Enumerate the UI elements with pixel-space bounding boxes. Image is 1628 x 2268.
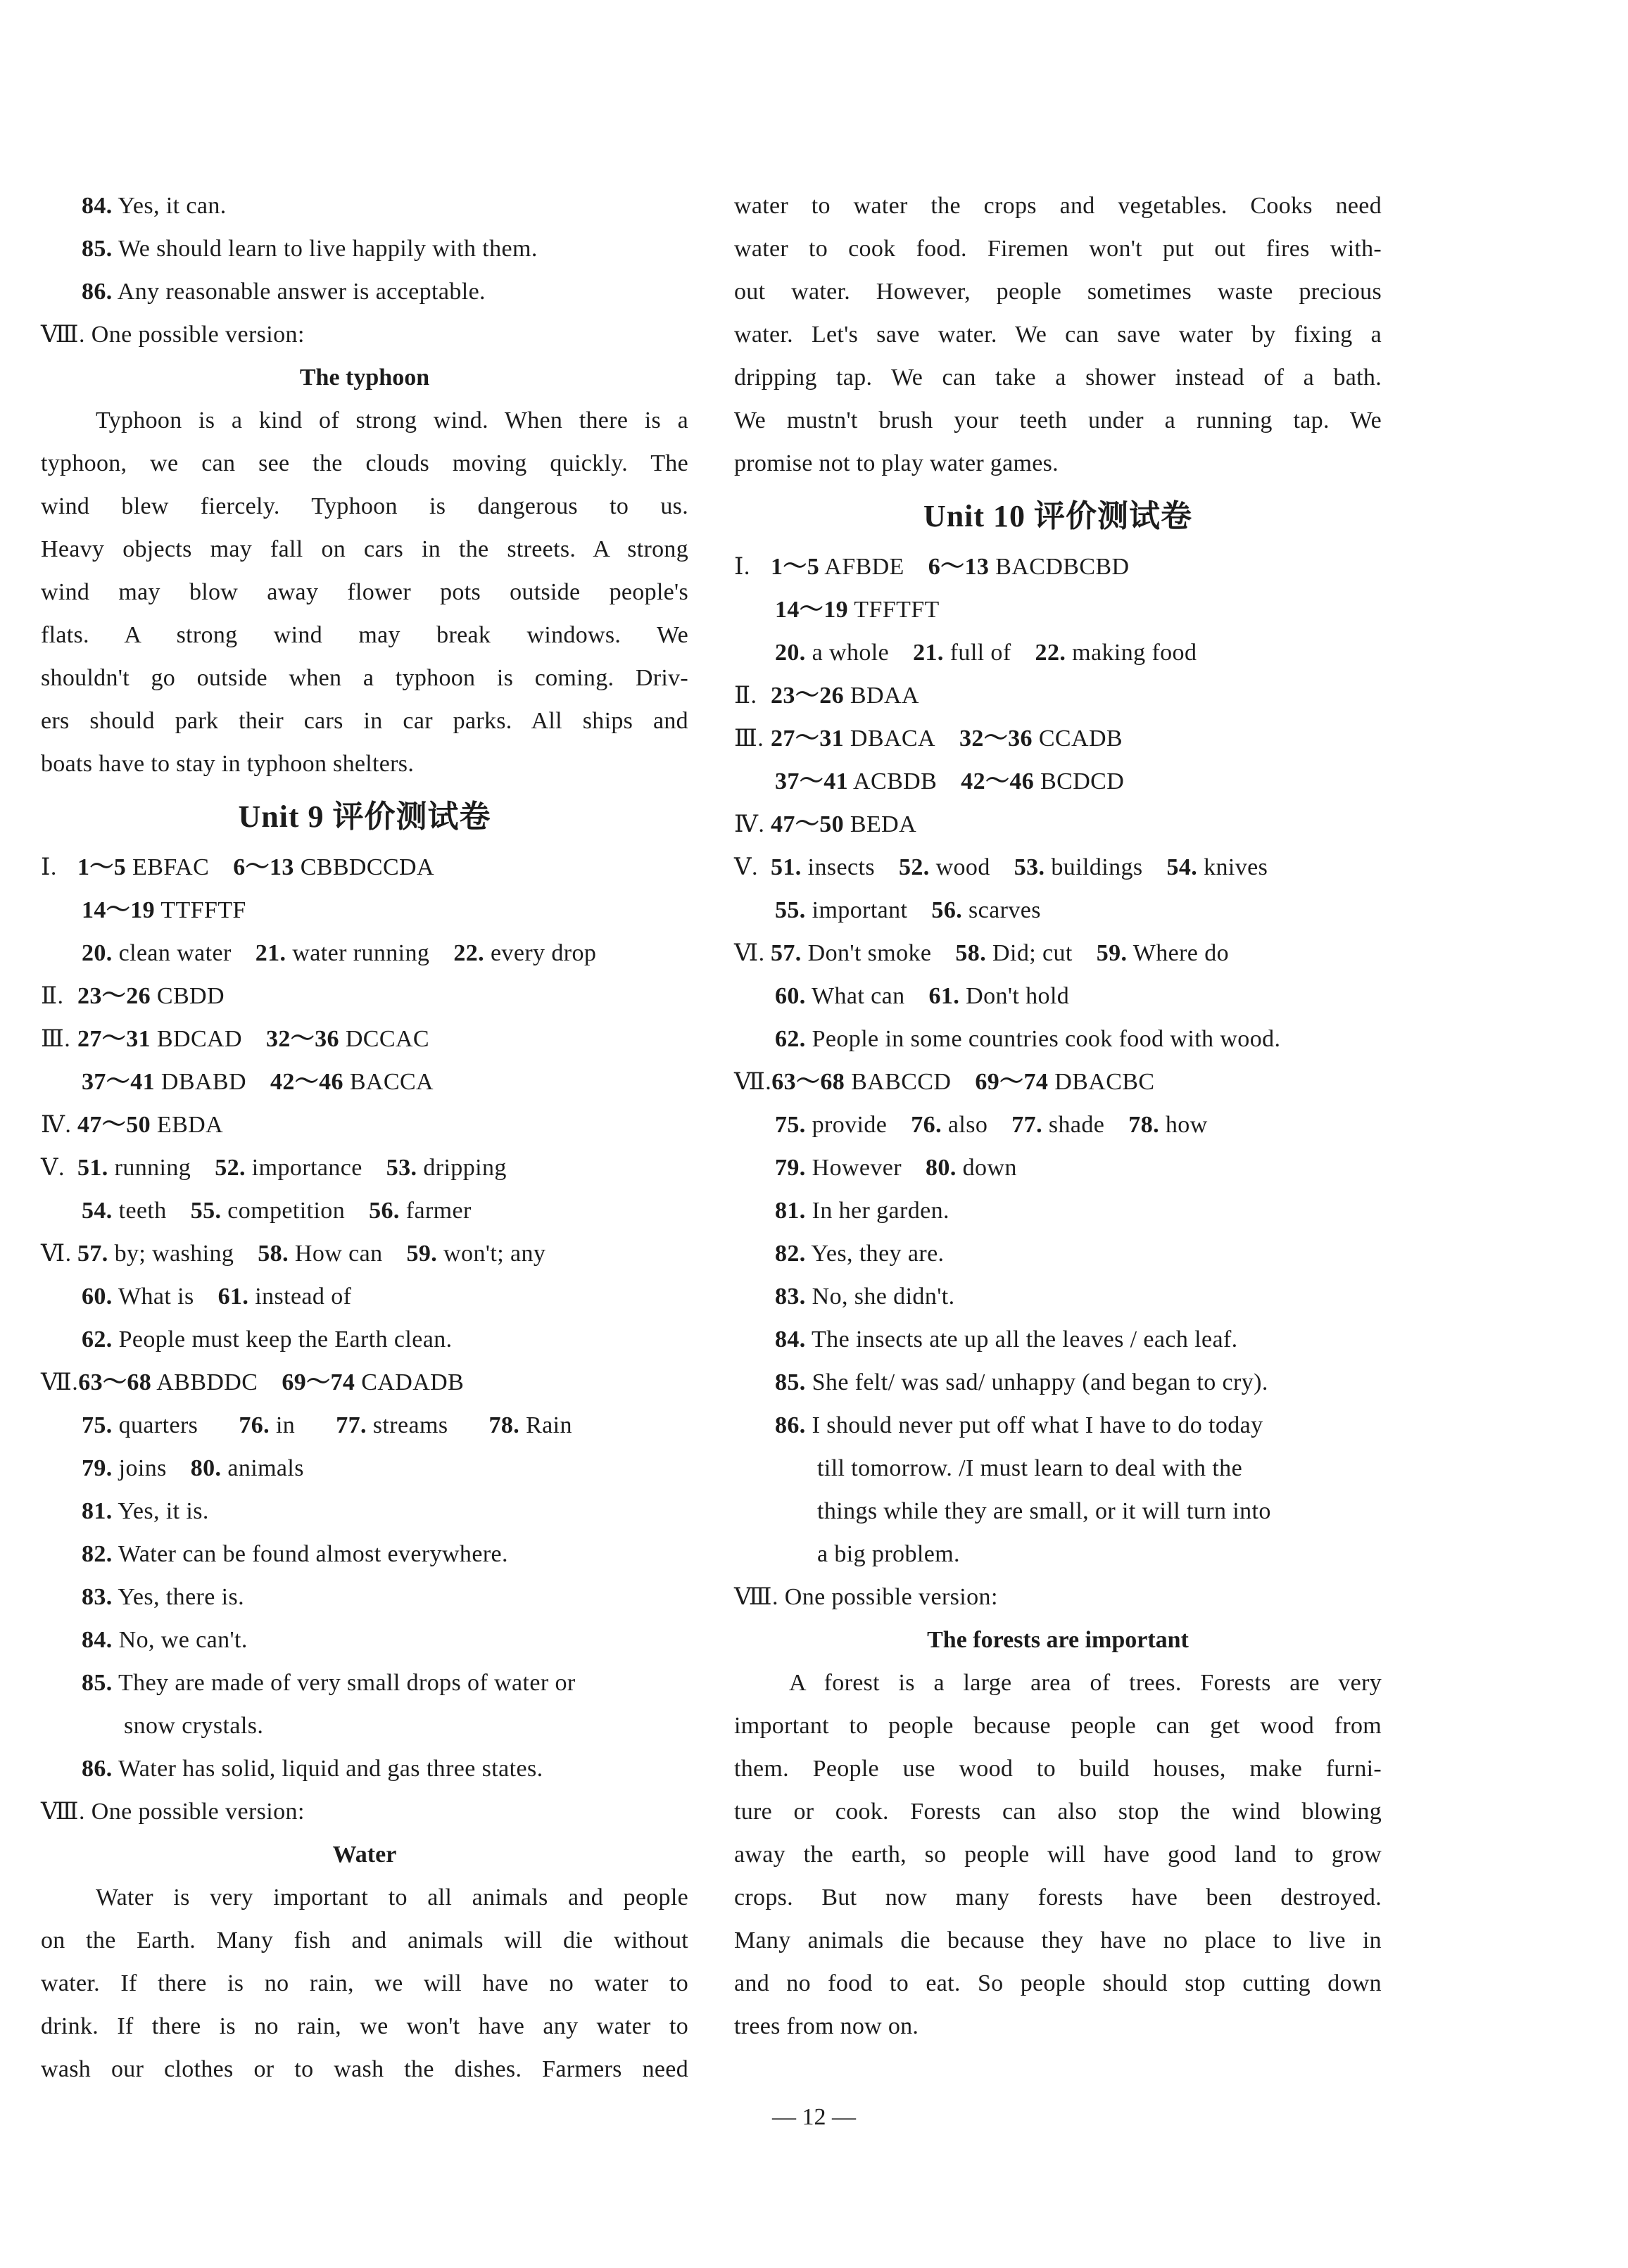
u9-section-3: Ⅲ. 27～31 BDCAD 32～36 DCCAC [41,1026,429,1052]
para-line: drink. If there is no rain, we won't have any water to [41,2013,688,2039]
u10-section-5-row: 55. important 56. scarves [775,897,1041,923]
para-line: wind may blow away flower pots outside people's [41,579,688,605]
para-line: out water. However, people sometimes waste precious [734,279,1382,305]
para-line: boats have to stay in typhoon shelters. [41,751,415,777]
u10-section-7-row: 75. provide 76. also 77. shade 78. how [775,1112,1208,1138]
answer-item-continued: things while they are small, or it will turn into [817,1498,1271,1524]
para-line: trees from now on. [734,2013,919,2039]
para-line: Typhoon is a kind of strong wind. When there is a [96,407,688,433]
section-label: Ⅷ. One possible version: [41,322,305,348]
u10-section-1: Ⅰ. 1～5 AFBDE 6～13 BACDBCBD [734,554,1130,580]
answer-item: 85. She felt/ was sad/ unhappy (and began to cry). [775,1369,1268,1395]
answer-item: 84. No, we can't. [82,1627,248,1653]
u10-section-5: Ⅴ. 51. insects 52. wood 53. buildings 54. knives [734,854,1268,880]
u10-section-6-row: 60. What can 61. Don't hold [775,983,1070,1009]
u9-section-6: Ⅵ. 57. by; washing 58. How can 59. won't; any [41,1241,546,1267]
para-line: water. If there is no rain, we will have no water to [41,1970,688,1996]
unit9-heading: Unit 9 评价测试卷 [238,799,491,834]
u9-section-5: Ⅴ. 51. running 52. importance 53. dripping [41,1155,507,1181]
u9-section-7-row: 79. joins 80. animals [82,1455,304,1481]
composition-water-continued [734,184,1382,485]
answer-item: 84. The insects ate up all the leaves / each leaf. [775,1326,1238,1352]
answer-item: 86. I should never put off what I have to do today [775,1412,1263,1438]
answer-item: 82. Yes, they are. [775,1241,945,1267]
composition-title: The typhoon [299,365,430,391]
answer-item: 81. In her garden. [775,1198,949,1224]
para-line: Water is very important to all animals and people [96,1884,688,1911]
u9-section-6-row: 62. People must keep the Earth clean. [82,1326,453,1352]
u9-section-2: Ⅱ. 23～26 CBDD [41,983,225,1009]
para-line: typhoon, we can see the clouds moving quickly. The [41,450,688,476]
para-line: We mustn't brush your teeth under a running tap. We [734,407,1382,433]
para-line: and no food to eat. So people should stop cutting down [734,1970,1382,1996]
para-line: away the earth, so people will have good land to grow [734,1842,1382,1868]
para-line: ture or cook. Forests can also stop the wind blowing [734,1799,1382,1825]
para-line: ers should park their cars in car parks. All ships and [41,708,688,734]
para-line: important to people because people can get wood from [734,1713,1382,1739]
answer-item: 82. Water can be found almost everywhere. [82,1541,508,1567]
para-line: Heavy objects may fall on cars in the streets. A strong [41,536,688,562]
answer-item: 85. We should learn to live happily with them. [82,236,538,262]
u10-section-7-row: 79. However 80. down [775,1155,1017,1181]
answer-item-continued: snow crystals. [124,1713,264,1739]
para-line: A forest is a large area of trees. Forests are very [789,1670,1382,1696]
unit10-heading: Unit 10 评价测试卷 [923,499,1193,533]
u10-section-3-row: 37～41 ACBDB 42～46 BCDCD [775,768,1125,794]
u10-section-4: Ⅳ. 47～50 BEDA [734,811,917,837]
para-line: wind blew fiercely. Typhoon is dangerous to us. [41,493,688,519]
answer-item: 85. They are made of very small drops of water or [82,1670,576,1696]
u9-section-7-row: 75. quarters 76. in 77. streams 78. Rain [82,1412,572,1438]
answer-item: 83. Yes, there is. [82,1584,245,1610]
u9-section-4: Ⅳ. 47～50 EBDA [41,1112,224,1138]
answer-item: 84. Yes, it can. [82,193,227,219]
u10-section-1-row: 14～19 TFFTFT [775,597,940,623]
para-line: water to cook food. Firemen won't put out fires with- [734,236,1382,262]
answer-item: 83. No, she didn't. [775,1284,955,1310]
composition-title: The forests are important [927,1627,1189,1653]
answer-item-continued: till tomorrow. /I must learn to deal with the [817,1455,1243,1481]
page-number: — 12 — [772,2104,856,2130]
para-line: flats. A strong wind may break windows. We [41,622,688,648]
answer-item: 81. Yes, it is. [82,1498,209,1524]
u10-section-6: Ⅵ. 57. Don't smoke 58. Did; cut 59. Where do [734,940,1229,966]
u9-section-1: Ⅰ. 1～5 EBFAC 6～13 CBBDCCDA [41,854,434,880]
u10-section-7: Ⅶ.63～68 BABCCD 69～74 DBACBC [734,1069,1155,1095]
u10-section-2: Ⅱ. 23～26 BDAA [734,683,919,709]
para-line: crops. But now many forests have been destroyed. [734,1884,1382,1911]
u9-section-1-row: 20. clean water 21. water running 22. every drop [82,940,597,966]
para-line: water to water the crops and vegetables. Cooks need [734,193,1382,219]
para-line: shouldn't go outside when a typhoon is coming. Driv- [41,665,688,691]
section-label: Ⅷ. One possible version: [41,1799,305,1825]
u10-section-1-row: 20. a whole 21. full of 22. making food [775,640,1197,666]
answer-item: 86. Any reasonable answer is acceptable. [82,279,486,305]
u9-section-5-row: 54. teeth 55. competition 56. farmer [82,1198,472,1224]
right-column [734,184,1382,2048]
para-line: them. People use wood to build houses, make furni- [734,1756,1382,1782]
para-line: on the Earth. Many fish and animals will die without [41,1927,688,1953]
left-column [41,184,688,2091]
u10-section-6-row: 62. People in some countries cook food with wood. [775,1026,1281,1052]
composition-title: Water [332,1842,397,1868]
section-label: Ⅷ. One possible version: [734,1584,998,1610]
u9-section-1-row: 14～19 TTFFTF [82,897,246,923]
answer-item: 86. Water has solid, liquid and gas three states. [82,1756,543,1782]
composition-forests [734,1661,1382,2048]
answer-item-continued: a big problem. [817,1541,960,1567]
u9-section-7: Ⅶ.63～68 ABBDDC 69～74 CADADB [41,1369,465,1395]
para-line: water. Let's save water. We can save water by fixing a [734,322,1382,348]
u10-section-3: Ⅲ. 27～31 DBACA 32～36 CCADB [734,726,1123,752]
composition-typhoon [41,399,688,785]
para-line: Many animals die because they have no place to live in [734,1927,1382,1953]
u9-section-3-row: 37～41 DBABD 42～46 BACCA [82,1069,434,1095]
u9-section-6-row: 60. What is 61. instead of [82,1284,352,1310]
composition-water [41,1876,688,2091]
para-line: wash our clothes or to wash the dishes. Farmers need [41,2056,688,2082]
para-line: dripping tap. We can take a shower instead of a bath. [734,365,1382,391]
para-line: promise not to play water games. [734,450,1059,476]
